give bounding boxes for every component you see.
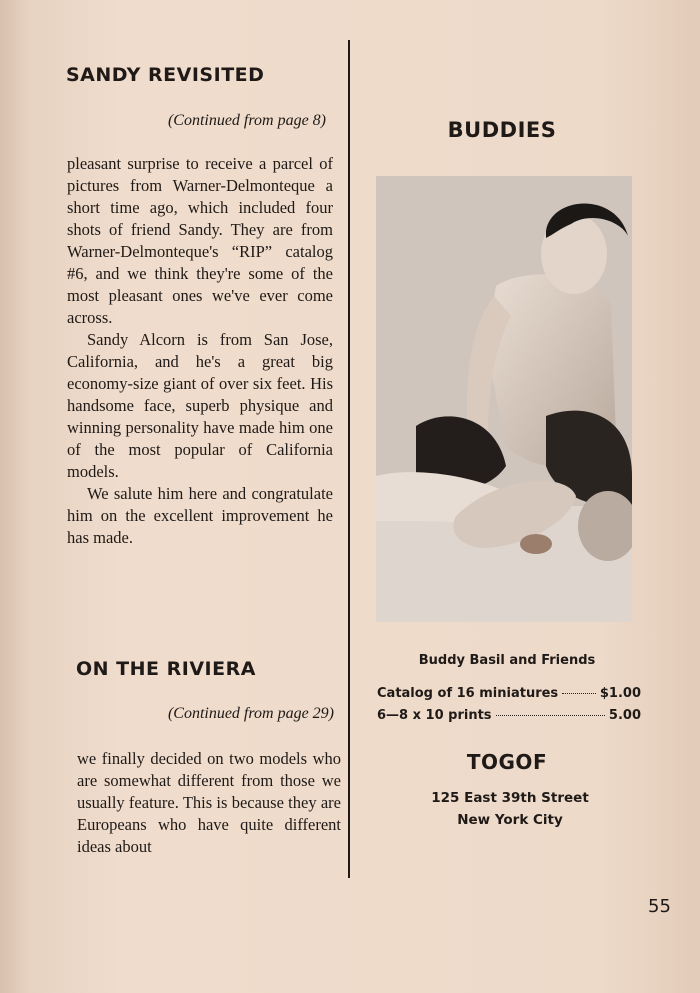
on-the-riviera-heading: ON THE RIVIERA [76,658,256,680]
price-row-prints [377,708,641,723]
buddies-photo [376,176,632,622]
price-item-label: 6—8 x 10 prints [377,708,492,723]
page-number: 55 [648,896,671,917]
sandy-article-body [67,153,333,549]
photo-caption: Buddy Basil and Friends [418,653,596,668]
price-value: 5.00 [608,708,641,723]
sandy-paragraph-3: We salute him here and congratulate him on the excellent improvement he has made. [67,484,333,547]
column-divider [348,40,350,878]
sandy-paragraph-2: Sandy Alcorn is from San Jose, California, and he's a great big economy-size giant of over six feet. His handsome face, superb physique and winning personality have made him one of the most popular of California models. [67,330,333,481]
photo-illustration [376,176,632,622]
leader-dots [496,715,605,716]
buddies-heading: BUDDIES [447,118,557,142]
riviera-paragraph-1: we finally decided on two models who are somewhat different from those we usually feature. This is because they are Europeans who have quite different ideas about [77,749,341,856]
price-value: $1.00 [599,686,641,701]
publisher-name: TOGOF [466,750,548,774]
address-street: 125 East 39th Street [431,790,589,806]
riviera-article-body [77,748,341,858]
sandy-revisited-heading: SANDY REVISITED [66,64,265,86]
address-city: New York City [457,812,563,828]
price-item-label: Catalog of 16 miniatures [377,686,559,701]
leader-dots [562,693,596,694]
price-row-catalog [377,686,641,701]
riviera-continued-note: (Continued from page 29) [167,705,334,722]
sandy-paragraph-1: pleasant surprise to receive a parcel of pictures from Warner-Delmonteque a short time ago, which included four shots of friend Sandy. They are from Warner-Delmonteque's “RIP” catalog #6, and we think they're some of the most pleasant ones we've ever come across. [67,154,333,327]
sandy-continued-note: (Continued from page 8) [167,112,326,129]
